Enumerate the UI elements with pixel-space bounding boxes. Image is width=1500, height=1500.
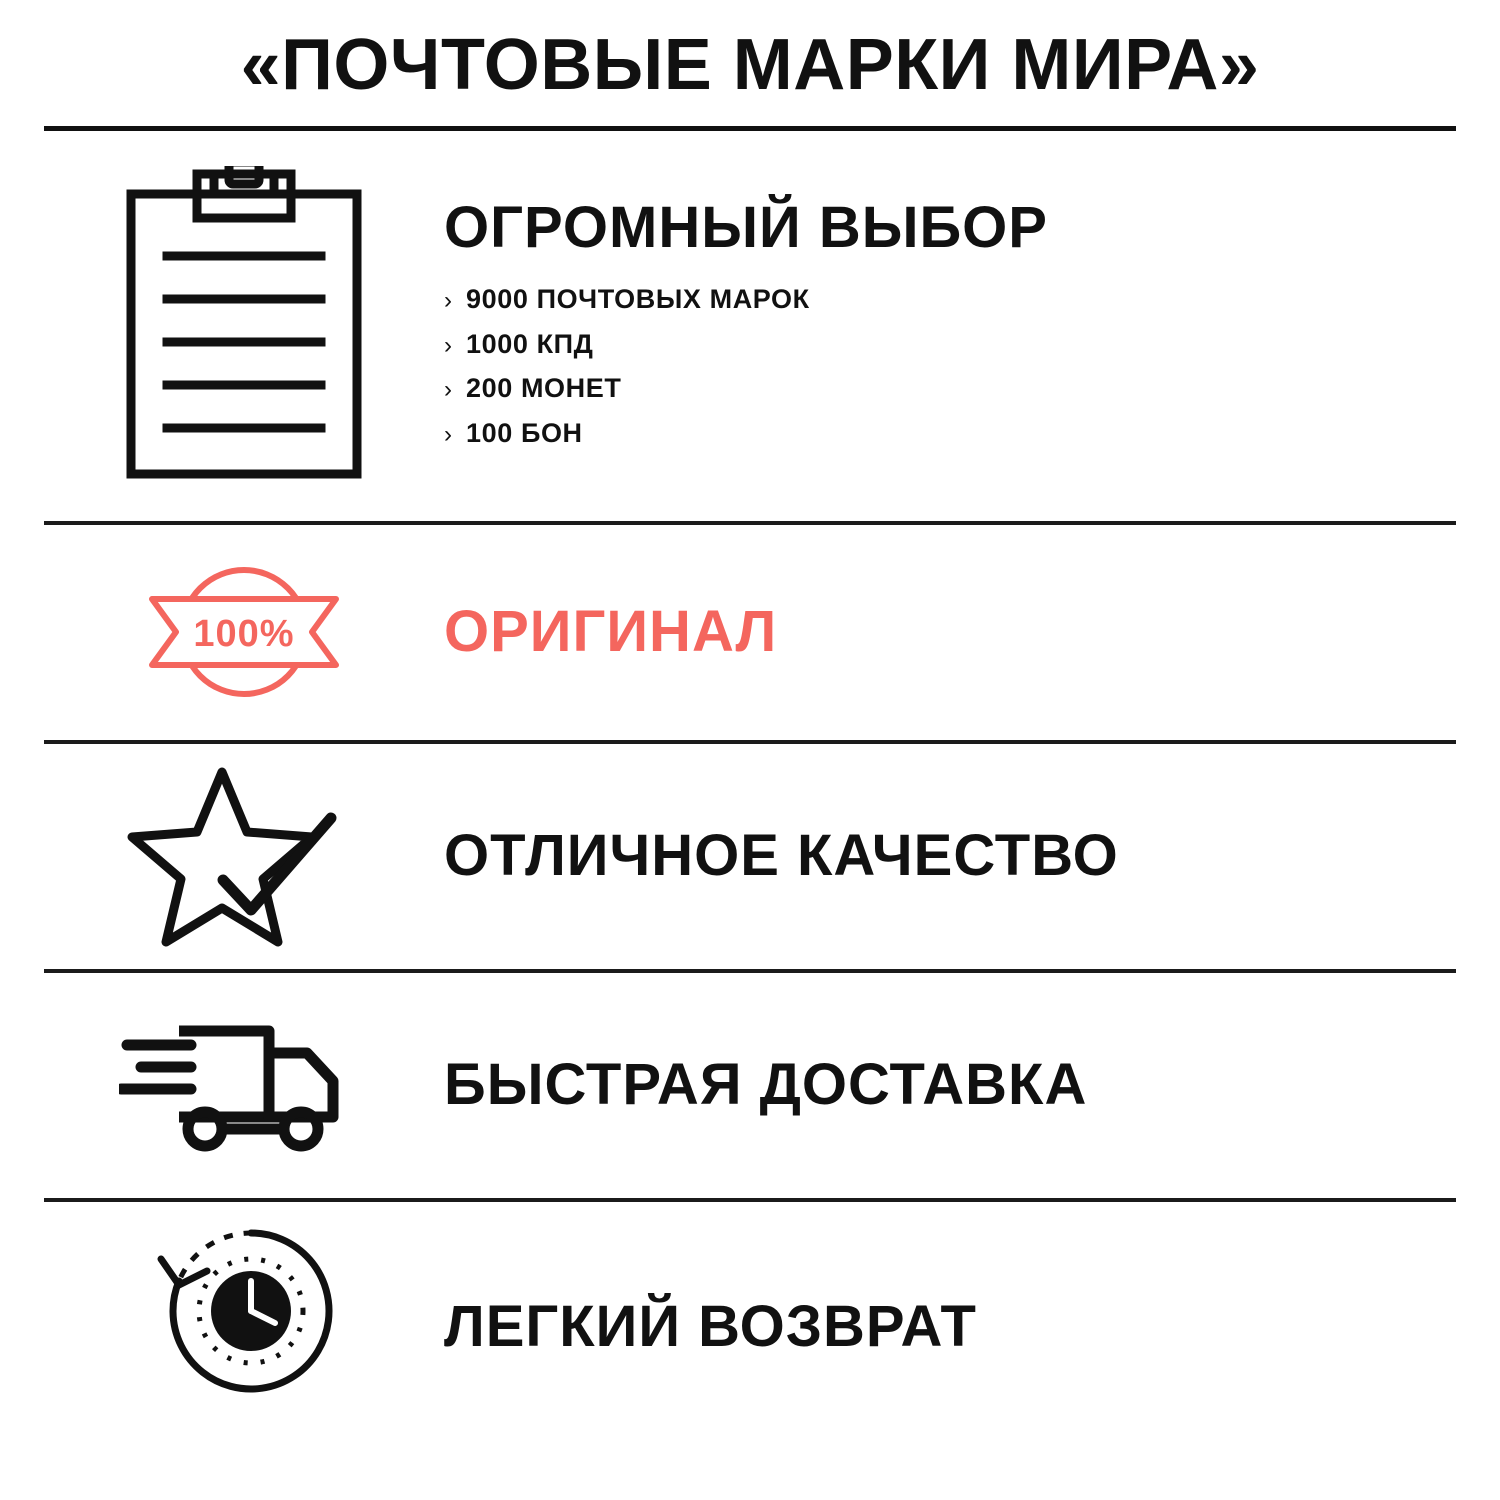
feature-row-delivery xyxy=(44,973,1456,1198)
hundred-percent-badge-icon xyxy=(134,547,354,717)
list-item xyxy=(444,277,1456,322)
list-item-label: 100 БОН xyxy=(466,418,583,449)
feature-icon-cell xyxy=(44,547,444,717)
clock-return-icon xyxy=(119,1219,369,1434)
feature-text-cell xyxy=(444,600,1456,664)
list-item xyxy=(444,366,1456,411)
feature-icon-cell xyxy=(44,166,444,486)
feature-icon-cell xyxy=(44,756,444,956)
feature-bullet-list xyxy=(444,277,1456,455)
list-item-label: 9000 ПОЧТОВЫХ МАРОК xyxy=(466,284,810,315)
clipboard-icon xyxy=(119,166,369,486)
feature-text-cell xyxy=(444,196,1456,456)
feature-text-cell xyxy=(444,1295,1456,1359)
chevron-right-icon: › xyxy=(444,287,453,315)
feature-title: ОГРОМНЫЙ ВЫБОР xyxy=(444,194,1048,260)
list-item xyxy=(444,322,1456,367)
feature-row-original xyxy=(44,525,1456,740)
badge-label: 100% xyxy=(193,613,295,656)
page-title: «ПОЧТОВЫЕ МАРКИ МИРА» xyxy=(240,25,1260,105)
chevron-right-icon: › xyxy=(444,376,453,404)
feature-icon-cell xyxy=(44,1005,444,1165)
feature-row-return xyxy=(44,1202,1456,1452)
delivery-truck-icon xyxy=(119,1005,369,1165)
feature-title: БЫСТРАЯ ДОСТАВКА xyxy=(444,1052,1088,1118)
feature-row-quality xyxy=(44,744,1456,969)
feature-title: ОРИГИНАЛ xyxy=(444,599,778,665)
list-item-label: 1000 КПД xyxy=(466,328,594,359)
list-item-label: 200 МОНЕТ xyxy=(466,373,622,404)
feature-icon-cell xyxy=(44,1219,444,1434)
feature-title: ЛЕГКИЙ ВОЗВРАТ xyxy=(444,1293,977,1359)
star-check-icon xyxy=(119,756,369,956)
feature-text-cell xyxy=(444,824,1456,888)
feature-text-cell xyxy=(444,1053,1456,1117)
header xyxy=(44,0,1456,104)
chevron-right-icon: › xyxy=(444,421,453,449)
feature-title: ОТЛИЧНОЕ КАЧЕСТВО xyxy=(444,823,1119,889)
list-item xyxy=(444,411,1456,456)
feature-row-choice xyxy=(44,131,1456,521)
chevron-right-icon: › xyxy=(444,331,453,359)
